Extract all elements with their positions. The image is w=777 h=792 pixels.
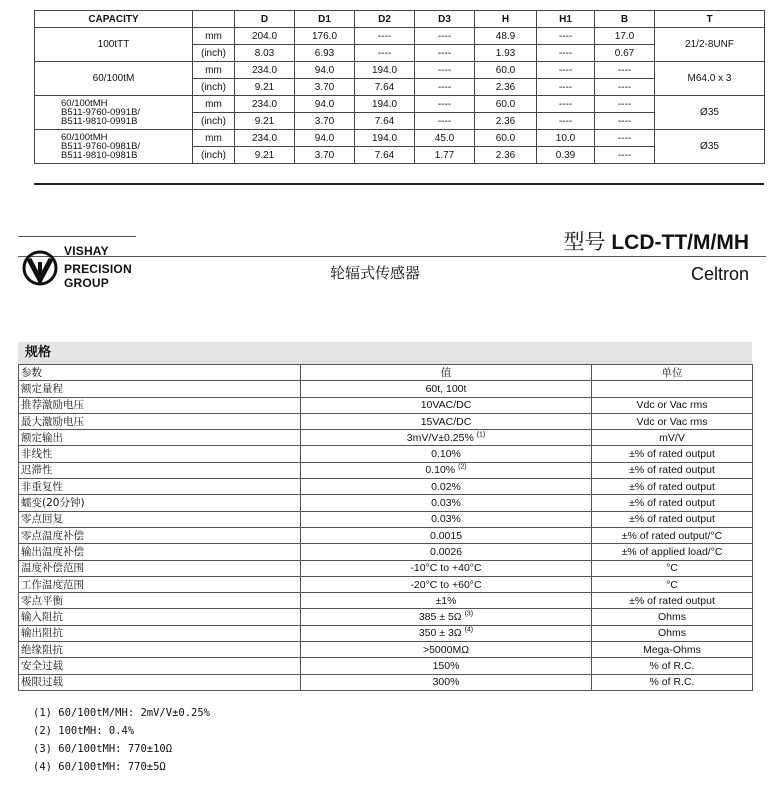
brand-line-1: VISHAY (64, 244, 109, 258)
spec-value-cell (301, 593, 592, 609)
spec-value-cell (301, 544, 592, 560)
spec-row (19, 642, 753, 658)
spec-value-cell (301, 642, 592, 658)
spec-value-cell (301, 446, 592, 462)
spec-row (19, 658, 753, 674)
dimension-value: 6.93 (295, 45, 355, 62)
unit-cell: mm (193, 62, 235, 79)
spec-value-cell (301, 560, 592, 576)
dimension-value: 8.03 (235, 45, 295, 62)
dimension-value: ---- (595, 130, 655, 147)
dimension-row (35, 130, 765, 147)
capacity-line: 60/100tMH (61, 98, 108, 109)
spec-param: 输出温度补偿 (19, 544, 301, 560)
dimension-value: 2.36 (475, 79, 537, 96)
spec-value: 0.10% (431, 448, 461, 461)
spec-unit: ±% of rated output (592, 462, 753, 478)
page-title (564, 226, 749, 256)
spec-section (18, 342, 752, 691)
spec-row (19, 511, 753, 527)
spec-header-row (19, 365, 753, 381)
spec-unit: % of R.C. (592, 658, 753, 674)
col-header: D2 (355, 11, 415, 28)
divider (34, 183, 764, 185)
col-header: H1 (537, 11, 595, 28)
capacity-line: 60/100tMH (61, 132, 108, 143)
dimension-value: 7.64 (355, 147, 415, 164)
divider (18, 236, 136, 237)
dimension-value: 7.64 (355, 113, 415, 130)
spec-row (19, 576, 753, 592)
spec-param: 输入阻抗 (19, 609, 301, 625)
spec-table (18, 364, 753, 691)
brand-name: Celtron (690, 264, 749, 284)
dimension-value: ---- (415, 96, 475, 113)
spec-row (19, 625, 753, 641)
spec-value-cell (301, 511, 592, 527)
section-heading: 规格 (18, 342, 752, 364)
dimension-value: ---- (595, 147, 655, 164)
spec-unit: ±% of rated output (592, 446, 753, 462)
spec-value-cell (301, 462, 592, 478)
spec-param: 额定输出 (19, 430, 301, 446)
col-header: 参数 (19, 365, 301, 381)
dimension-value: 60.0 (475, 96, 537, 113)
spec-value: 385 ± 5Ω (418, 611, 462, 624)
dimension-value: ---- (537, 28, 595, 45)
dimension-value: 94.0 (295, 62, 355, 79)
dimension-value: 9.21 (235, 113, 295, 130)
unit-cell: (inch) (193, 147, 235, 164)
dimension-table (34, 10, 765, 164)
footnote-ref: (2) (458, 463, 467, 471)
dimension-value: ---- (415, 113, 475, 130)
dimension-value: 3.70 (295, 147, 355, 164)
spec-param: 最大激励电压 (19, 413, 301, 429)
thread-cell: 21/2-8UNF (655, 28, 765, 62)
spec-param: 零点平衡 (19, 593, 301, 609)
footnotes (33, 704, 210, 776)
dimension-row (35, 28, 765, 45)
vpg-logo-icon (22, 250, 58, 286)
spec-value: 350 ± 3Ω (418, 627, 462, 640)
spec-value: 60t, 100t (425, 382, 467, 395)
dimension-value: 1.77 (415, 147, 475, 164)
unit-cell: mm (193, 96, 235, 113)
spec-value: 0.0026 (429, 545, 463, 558)
dimension-value: ---- (355, 28, 415, 45)
col-header: D1 (295, 11, 355, 28)
spec-value: 150% (432, 659, 460, 672)
footnote-ref: (3) (464, 610, 474, 618)
spec-param: 迟滞性 (19, 462, 301, 478)
brand-line-3: GROUP (64, 276, 110, 290)
dimension-value: ---- (415, 62, 475, 79)
col-header: 单位 (592, 365, 753, 381)
dimension-header-row (35, 11, 765, 28)
col-header: 值 (301, 365, 592, 381)
footnote: (3) 60/100tMH: 770±10Ω (33, 743, 173, 755)
spec-unit: mV/V (592, 430, 753, 446)
dimension-value: ---- (537, 79, 595, 96)
unit-cell: mm (193, 130, 235, 147)
dimension-value: ---- (595, 96, 655, 113)
spec-unit: ±% of rated output (592, 511, 753, 527)
dimension-value: 0.67 (595, 45, 655, 62)
spec-row (19, 413, 753, 429)
dimension-value: 1.93 (475, 45, 537, 62)
dimension-value: ---- (595, 79, 655, 96)
dimension-value: 2.36 (475, 113, 537, 130)
dimension-row (35, 96, 765, 113)
dimension-value: ---- (537, 96, 595, 113)
spec-row (19, 674, 753, 690)
col-header: T (655, 11, 765, 28)
unit-cell: (inch) (193, 113, 235, 130)
spec-param: 绝缘阻抗 (19, 642, 301, 658)
spec-value-cell (301, 609, 592, 625)
spec-value-cell (301, 658, 592, 674)
spec-row (19, 495, 753, 511)
spec-value: 0.0015 (429, 529, 463, 542)
dimension-value: ---- (537, 62, 595, 79)
vishay-logo (20, 240, 140, 300)
spec-param: 额定量程 (19, 381, 301, 397)
spec-value-cell (301, 413, 592, 429)
thread-cell: M64.0 x 3 (655, 62, 765, 96)
dimension-value: ---- (415, 45, 475, 62)
spec-value: ±1% (435, 594, 457, 607)
spec-value-cell (301, 381, 592, 397)
dimension-value: 17.0 (595, 28, 655, 45)
dimension-value: 10.0 (537, 130, 595, 147)
spec-value: >5000MΩ (422, 643, 470, 656)
capacity-cell (35, 28, 193, 62)
spec-value-cell (301, 397, 592, 413)
dimension-value: 204.0 (235, 28, 295, 45)
thread-cell: Ø35 (655, 96, 765, 130)
dimension-value: 94.0 (295, 96, 355, 113)
dimension-value: 0.39 (537, 147, 595, 164)
spec-row (19, 430, 753, 446)
dimension-table-wrapper (34, 10, 764, 164)
spec-unit: °C (592, 560, 753, 576)
dimension-value: 176.0 (295, 28, 355, 45)
spec-param: 极限过载 (19, 674, 301, 690)
dimension-value: ---- (595, 113, 655, 130)
dimension-value: 3.70 (295, 113, 355, 130)
unit-cell: mm (193, 28, 235, 45)
col-header: H (475, 11, 537, 28)
capacity-line: B511-9760-0991B/ (61, 107, 141, 118)
dimension-value: 2.36 (475, 147, 537, 164)
dimension-value: 9.21 (235, 79, 295, 96)
dimension-value: 3.70 (295, 79, 355, 96)
spec-unit: ±% of rated output (592, 593, 753, 609)
dimension-value: 194.0 (355, 62, 415, 79)
spec-value-cell (301, 430, 592, 446)
spec-unit: °C (592, 576, 753, 592)
footnote-ref: (1) (476, 431, 486, 439)
spec-param: 非重复性 (19, 479, 301, 495)
spec-param: 零点回复 (19, 511, 301, 527)
spec-row (19, 609, 753, 625)
spec-value: 0.02% (431, 480, 461, 493)
spec-row (19, 446, 753, 462)
spec-row (19, 560, 753, 576)
spec-value-cell (301, 527, 592, 543)
spec-value-cell (301, 625, 592, 641)
spec-unit (592, 381, 753, 397)
dimension-value: ---- (537, 113, 595, 130)
spec-param: 推荐激励电压 (19, 397, 301, 413)
spec-unit: Ohms (592, 609, 753, 625)
spec-param: 零点温度补偿 (19, 527, 301, 543)
capacity-line: 60/100tM (92, 73, 135, 84)
spec-value: 0.03% (431, 497, 461, 510)
spec-value: 10VAC/DC (420, 399, 472, 412)
dimension-value: 45.0 (415, 130, 475, 147)
spec-row (19, 381, 753, 397)
capacity-line: 100tTT (97, 39, 130, 50)
dimension-value: 194.0 (355, 96, 415, 113)
spec-value: 15VAC/DC (420, 415, 472, 428)
spec-value-cell (301, 674, 592, 690)
capacity-cell (35, 62, 193, 96)
spec-value: -20°C to +60°C (410, 578, 482, 591)
dimension-value: 48.9 (475, 28, 537, 45)
footnote: (2) 100tMH: 0.4% (33, 725, 135, 737)
spec-table-body (19, 365, 753, 691)
spec-value-cell (301, 495, 592, 511)
model-prefix: 型号 (563, 230, 606, 254)
capacity-line: B511-9810-0981B (61, 150, 138, 161)
spec-value: -10°C to +40°C (410, 562, 482, 575)
spec-unit: ±% of applied load/°C (592, 544, 753, 560)
footnote: (1) 60/100tM/MH: 2mV/V±0.25% (33, 707, 211, 719)
unit-cell: (inch) (193, 45, 235, 62)
dimension-value: 60.0 (475, 62, 537, 79)
unit-cell: (inch) (193, 79, 235, 96)
dimension-value: 194.0 (355, 130, 415, 147)
col-header: D3 (415, 11, 475, 28)
dimension-value: 94.0 (295, 130, 355, 147)
spec-unit: Vdc or Vac rms (592, 413, 753, 429)
spec-unit: Vdc or Vac rms (592, 397, 753, 413)
spec-row (19, 527, 753, 543)
product-subtitle: 轮辐式传感器 (330, 264, 421, 282)
spec-param: 非线性 (19, 446, 301, 462)
spec-param: 温度补偿范围 (19, 560, 301, 576)
spec-param: 工作温度范围 (19, 576, 301, 592)
col-header: CAPACITY (35, 11, 193, 28)
dimension-value: ---- (537, 45, 595, 62)
dimension-value: ---- (355, 45, 415, 62)
spec-param: 蠕变(20分钟) (19, 495, 301, 511)
spec-row (19, 593, 753, 609)
capacity-line: B511-9810-0991B (61, 116, 138, 127)
dimension-table-body (35, 28, 765, 164)
dimension-value: 234.0 (235, 62, 295, 79)
spec-value: 3mV/V±0.25% (406, 431, 474, 444)
dimension-value: ---- (595, 62, 655, 79)
capacity-line: B511-9760-0981B/ (61, 141, 141, 152)
thread-cell: Ø35 (655, 130, 765, 164)
dimension-value: 234.0 (235, 96, 295, 113)
dimension-value: 7.64 (355, 79, 415, 96)
footnote: (4) 60/100tMH: 770±5Ω (33, 761, 166, 773)
spec-value: 0.10% (425, 464, 456, 477)
spec-row (19, 479, 753, 495)
dimension-value: 234.0 (235, 130, 295, 147)
brand-line-2: PRECISION (64, 262, 132, 276)
spec-row (19, 544, 753, 560)
spec-value: 0.03% (431, 513, 461, 526)
spec-unit: Ohms (592, 625, 753, 641)
model-number: LCD-TT/M/MH (611, 231, 749, 254)
col-header (193, 11, 235, 28)
spec-param: 输出阻抗 (19, 625, 301, 641)
col-header: B (595, 11, 655, 28)
spec-param: 安全过载 (19, 658, 301, 674)
dimension-value: 9.21 (235, 147, 295, 164)
spec-row (19, 397, 753, 413)
capacity-cell (35, 130, 193, 164)
dimension-value: ---- (415, 28, 475, 45)
spec-value: 300% (432, 676, 460, 689)
col-header: D (235, 11, 295, 28)
spec-unit: ±% of rated output (592, 479, 753, 495)
dimension-row (35, 62, 765, 79)
dimension-value: 60.0 (475, 130, 537, 147)
capacity-cell (35, 96, 193, 130)
spec-value-cell (301, 576, 592, 592)
spec-value-cell (301, 479, 592, 495)
footnote-ref: (4) (464, 626, 474, 634)
dimension-value: ---- (415, 79, 475, 96)
spec-unit: ±% of rated output/°C (592, 527, 753, 543)
spec-unit: % of R.C. (592, 674, 753, 690)
spec-row (19, 462, 753, 478)
spec-unit: Mega-Ohms (592, 642, 753, 658)
spec-unit: ±% of rated output (592, 495, 753, 511)
